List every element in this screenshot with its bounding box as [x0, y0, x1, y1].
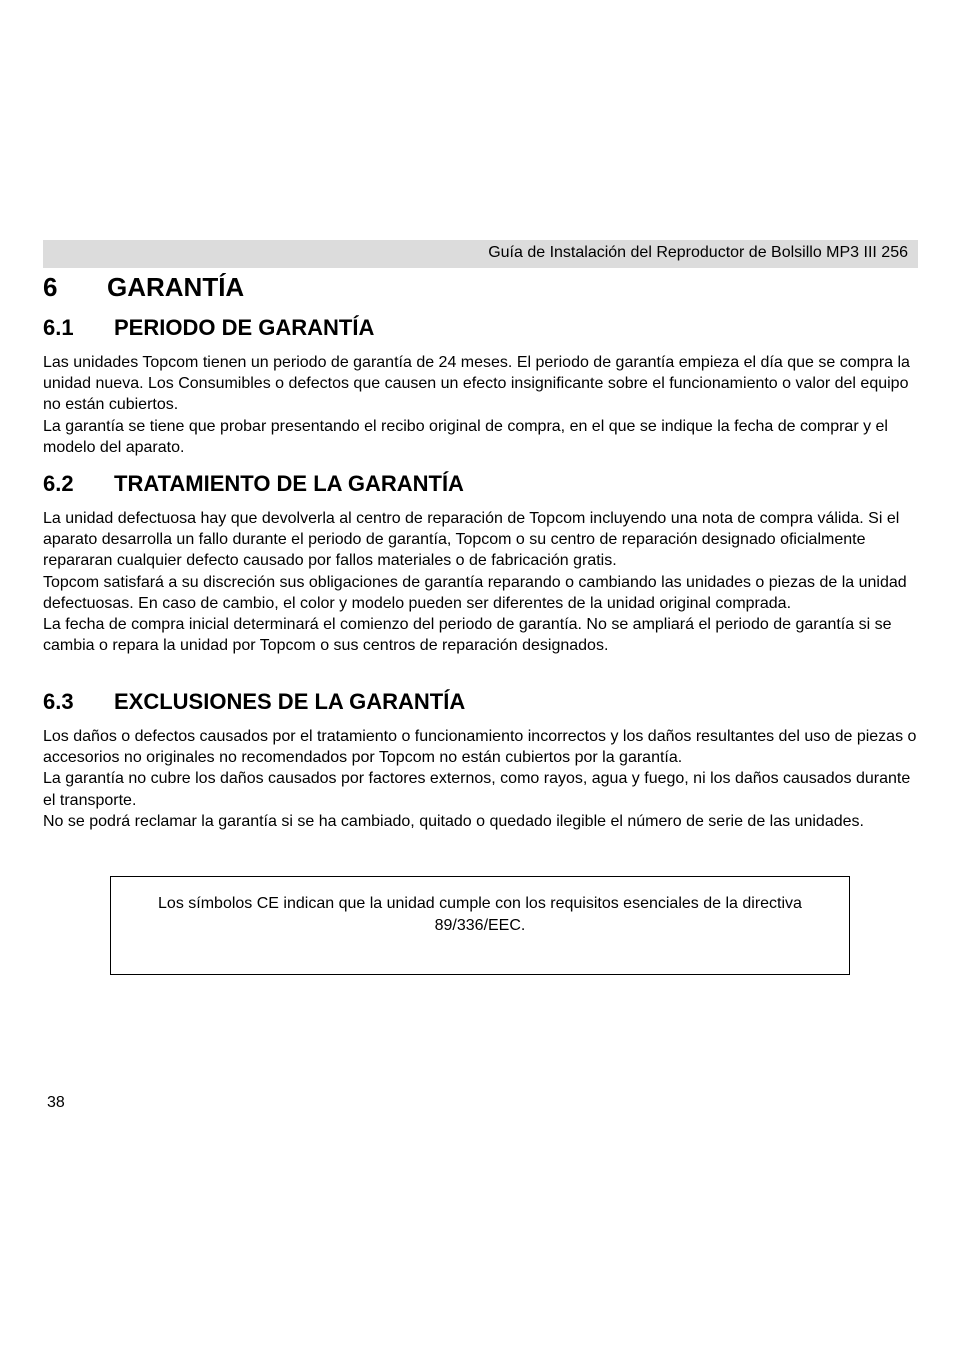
page-header: [43, 240, 918, 268]
chapter-title: GARANTÍA: [107, 272, 245, 302]
paragraph: Los daños o defectos causados por el tratamiento o funcionamiento incorrectos y los daños resultantes del uso de piezas o accesorios no originales no recomendados por Topcom no están cubiertos por la garantía.: [43, 728, 917, 767]
section-title: EXCLUSIONES DE LA GARANTÍA: [114, 689, 466, 714]
section-body-6-3: [43, 726, 918, 832]
section-title: PERIODO DE GARANTÍA: [114, 315, 375, 340]
paragraph: No se podrá reclamar la garantía si se ha cambiado, quitado o quedado ilegible el número de serie de las unidades.: [43, 812, 864, 830]
section-body-6-1: [43, 352, 918, 458]
chapter-heading: [43, 272, 244, 303]
section-heading-6-2: [43, 471, 464, 497]
section-number: 6.1: [43, 315, 74, 340]
ce-notice-box: [110, 876, 850, 975]
paragraph: La fecha de compra inicial determinará el comienzo del periodo de garantía. No se ampliará el periodo de garantía si se cambia o repara la unidad por Topcom o sus centros de reparación designados.: [43, 616, 892, 655]
ce-notice-text: Los símbolos CE indican que la unidad cumple con los requisitos esenciales de la directiva 89/336/EEC.: [158, 895, 802, 934]
header-title: Guía de Instalación del Reproductor de Bolsillo MP3 III 256: [488, 244, 908, 261]
paragraph: Topcom satisfará a su discreción sus obligaciones de garantía reparando o cambiando las unidades o piezas de la unidad defectuosas. En caso de cambio, el color y modelo pueden ser diferentes de la unidad original comprada.: [43, 573, 907, 612]
section-number: 6.2: [43, 471, 74, 496]
section-heading-6-1: [43, 315, 374, 341]
section-heading-6-3: [43, 689, 465, 715]
section-title: TRATAMIENTO DE LA GARANTÍA: [114, 471, 464, 496]
section-number: 6.3: [43, 689, 74, 714]
paragraph: Las unidades Topcom tienen un periodo de garantía de 24 meses. El periodo de garantía empieza el día que se compra la unidad nueva. Los Consumibles o defectos que causen un efecto insignificante sobre el funcionamiento o valor del equipo no están cubiertos.: [43, 354, 910, 414]
section-body-6-2: [43, 508, 918, 656]
chapter-number: 6: [43, 272, 58, 302]
paragraph: La unidad defectuosa hay que devolverla al centro de reparación de Topcom incluyendo una nota de compra válida. Si el aparato desarrolla un fallo durante el periodo de garantía, Topcom o su centro de reparación designado oficialmente repararan cualquier defecto causado por fallos materiales o de fabricación gratis.: [43, 510, 900, 570]
page-number: 38: [47, 1094, 65, 1111]
paragraph: La garantía no cubre los daños causados por factores externos, como rayos, agua y fuego, ni los daños causados durante el transporte.: [43, 770, 911, 809]
paragraph: La garantía se tiene que probar presentando el recibo original de compra, en el que se indique la fecha de comprar y el modelo del aparato.: [43, 417, 888, 456]
